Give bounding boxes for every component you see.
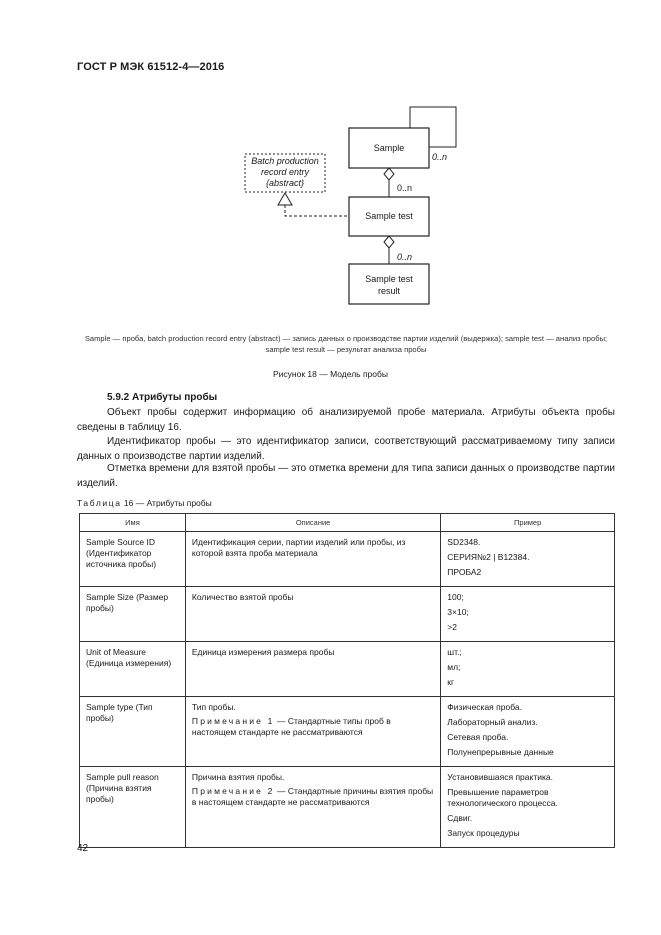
batch-label-line2: record entry (260, 167, 310, 177)
sample-label: Sample (373, 143, 405, 153)
table-row (80, 697, 615, 767)
cell-description: Причина взятия пробы. Примечание 2 — Стандартные причины взятия пробы в настоящем стандарте не рассматриваются (185, 767, 440, 848)
cell-name: Sample type (Тип пробы) (80, 697, 186, 767)
cell-description: Количество взятой пробы (185, 587, 440, 642)
aggregation-diamond-1 (384, 168, 394, 180)
sample-test-label: Sample test (365, 211, 413, 221)
figure-legend: Sample — проба, batch production record entry (abstract) — запись данных о производстве партии изделий (выдержка); sample test — анализ пробы; sample test result — результат анализа пробы (84, 334, 608, 354)
result-label-line2: result (377, 286, 401, 296)
page-number: 42 (77, 843, 89, 854)
cell-examples: Установившаяся практика. Превышение параметров технологического процесса. Сдвиг. Запуск процедуры (441, 767, 615, 848)
inheritance-triangle (278, 193, 292, 205)
cell-name: Sample pull reason (Причина взятия пробы) (80, 767, 186, 848)
table-caption: Таблица 16 — Атрибуты пробы (77, 498, 212, 508)
table-row (80, 587, 615, 642)
table-row (80, 767, 615, 848)
cell-description: Тип пробы. Примечание 1 — Стандартные типы проб в настоящем стандарте не рассматриваются (185, 697, 440, 767)
table-header-row (80, 514, 615, 532)
result-multiplicity: 0..n (397, 252, 413, 262)
cell-examples: шт.; мл; кг (441, 642, 615, 697)
table-row (80, 532, 615, 587)
result-label-line1: Sample test (365, 274, 413, 284)
uml-diagram (0, 0, 661, 330)
cell-name: Unit of Measure (Единица измерения) (80, 642, 186, 697)
header-example: Пример (441, 514, 615, 532)
sample-test-result-box (349, 264, 429, 304)
self-multiplicity: 0..n (432, 152, 448, 162)
aggregation-diamond-2 (384, 236, 394, 248)
figure-caption: Рисунок 18 — Модель пробы (272, 369, 388, 379)
document-header: ГОСТ Р МЭК 61512-4—2016 (77, 61, 225, 73)
attributes-table (79, 513, 615, 848)
header-name: Имя (80, 514, 186, 532)
paragraph-3: Отметка времени для взятой пробы — это отметка времени для типа записи данных о производстве партии изделий. (77, 463, 615, 489)
batch-label-line1: Batch production (251, 156, 319, 166)
inheritance-line (285, 205, 349, 216)
cell-name: Sample Size (Размер пробы) (80, 587, 186, 642)
header-description: Описание (185, 514, 440, 532)
cell-examples: 100; 3×10; >2 (441, 587, 615, 642)
cell-name: Sample Source ID (Идентификатор источника пробы) (80, 532, 186, 587)
paragraph-2: Идентификатор пробы — это идентификатор записи, соответствующий рассматриваемому типу записи данных о производстве партии изделий. (77, 436, 615, 462)
paragraph-1: Объект пробы содержит информацию об анализируемой пробе материала. Атрибуты объекта пробы сведены в таблицу 16. (77, 407, 615, 433)
cell-description: Идентификация серии, партии изделий или пробы, из которой взята проба материала (185, 532, 440, 587)
cell-description: Единица измерения размера пробы (185, 642, 440, 697)
section-heading: 5.9.2 Атрибуты пробы (107, 392, 218, 403)
batch-label-line3: {abstract} (265, 178, 305, 188)
cell-examples: SD2348. СЕРИЯ№2 | В12384. ПРОБА2 (441, 532, 615, 587)
sample-test-multiplicity: 0..n (397, 183, 413, 193)
cell-examples: Физическая проба. Лабораторный анализ. Сетевая проба. Полунепрерывные данные (441, 697, 615, 767)
table-row (80, 642, 615, 697)
